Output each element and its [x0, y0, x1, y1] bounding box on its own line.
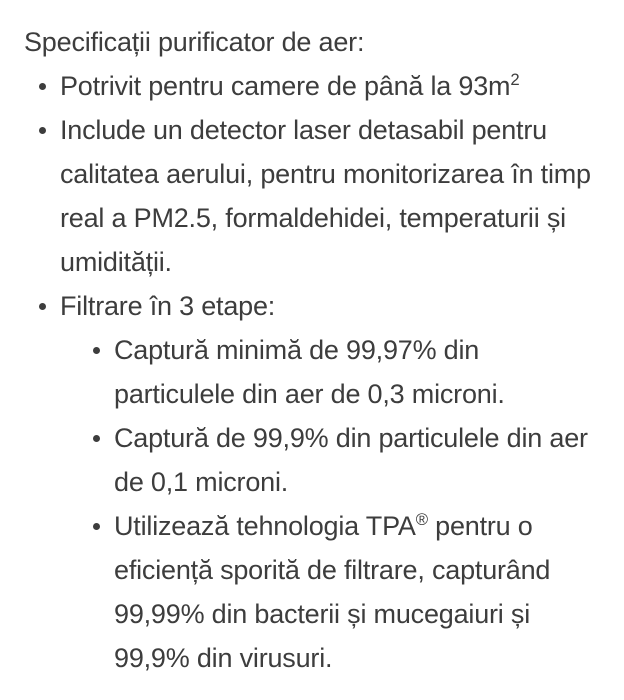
bullet-icon	[39, 127, 46, 134]
page-title: Specificații purificator de aer:	[24, 27, 365, 57]
bullet-icon	[39, 303, 46, 310]
list-item	[24, 108, 596, 284]
bullet-icon	[93, 347, 100, 354]
filtration-stages-list	[60, 328, 596, 680]
specifications-list	[24, 64, 596, 680]
list-item	[78, 504, 596, 680]
list-item-label: Include un detector laser detasabil pentru calitatea aerului, pentru monitorizarea în timp real a PM2.5, formaldehidei, temperaturii și umidității.	[60, 115, 591, 277]
list-item	[24, 64, 596, 108]
bullet-icon	[93, 435, 100, 442]
list-item	[78, 416, 596, 504]
list-item-label: Captură minimă de 99,97% din particulele din aer de 0,3 microni.	[114, 335, 505, 409]
bullet-icon	[93, 523, 100, 530]
list-item-label: Utilizează tehnologia TPA® pentru o eficiență sporită de filtrare, capturând 99,99% din bacterii și mucegaiuri și 99,9% din virusuri.	[114, 510, 551, 673]
list-item	[78, 328, 596, 416]
list-item	[24, 284, 596, 680]
list-item-label: Potrivit pentru camere de până la $93m^2$	[60, 70, 520, 101]
list-item-label: Filtrare în 3 etape:	[60, 291, 276, 321]
list-item-label: Captură de 99,9% din particulele din aer de 0,1 microni.	[114, 423, 588, 497]
bullet-icon	[39, 83, 46, 90]
